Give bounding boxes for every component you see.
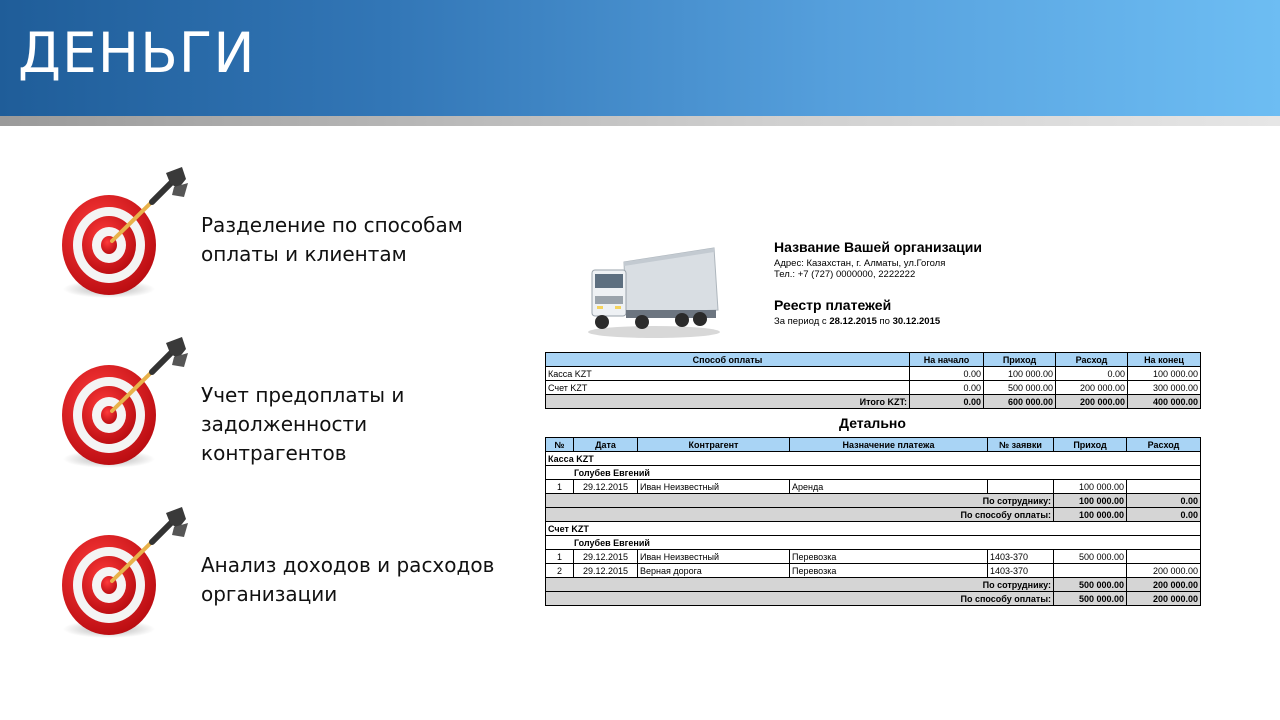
table-row: 1 29.12.2015 Иван Неизвестный Перевозка 1403-370 500 000.00: [546, 550, 1201, 564]
bullet-2: [54, 335, 514, 475]
org-address: Адрес: Казахстан, г. Алматы, ул.Гоголя: [774, 258, 946, 269]
column-header: Дата: [574, 438, 638, 452]
column-header: Расход: [1127, 438, 1201, 452]
truck-image: [582, 240, 723, 344]
bullet-text: Разделение по способам оплаты и клиентам: [201, 213, 463, 266]
subtotal-row: По способу оплаты: 100 000.00 0.00: [546, 508, 1201, 522]
report-title: Реестр платежей: [774, 297, 892, 313]
payment-report: [545, 238, 1205, 608]
group-row: Касса KZT: [546, 452, 1201, 466]
report-period: За период с 28.12.2015 по 30.12.2015: [774, 316, 941, 327]
subtotal-row: По сотруднику: 100 000.00 0.00: [546, 494, 1201, 508]
column-header: Способ оплаты: [546, 353, 910, 367]
column-header: Контрагент: [638, 438, 790, 452]
org-phone: Тел.: +7 (727) 0000000, 2222222: [774, 269, 916, 280]
column-header: Приход: [1054, 438, 1127, 452]
title-banner-shadow: [0, 116, 1280, 126]
summary-table: [545, 352, 1201, 409]
employee-row: Голубев Евгений: [546, 466, 1201, 480]
org-name: Название Вашей организации: [774, 239, 982, 255]
details-table: [545, 437, 1201, 606]
bullet-3: [54, 505, 514, 645]
table-header-row: [546, 438, 1201, 452]
table-row: Счет KZT 0.00 500 000.00 200 000.00 300 000.00: [546, 381, 1201, 395]
bullet-text: Анализ доходов и расходов организации: [201, 553, 495, 606]
column-header: На начало: [910, 353, 984, 367]
table-row: Касса KZT 0.00 100 000.00 0.00 100 000.00: [546, 367, 1201, 381]
subtotal-row: По способу оплаты: 500 000.00 200 000.00: [546, 592, 1201, 606]
bullet-text: Учет предоплаты и задолженности контрагентов: [201, 383, 405, 465]
slide-title: ДЕНЬГИ: [18, 21, 256, 85]
column-header: Назначение платежа: [790, 438, 988, 452]
column-header: Расход: [1056, 353, 1128, 367]
subtotal-row: По сотруднику: 500 000.00 200 000.00: [546, 578, 1201, 592]
column-header: №: [546, 438, 574, 452]
table-header-row: [546, 353, 1201, 367]
target-icon: [54, 335, 194, 475]
total-row: Итого KZT: 0.00 600 000.00 200 000.00 400 000.00: [546, 395, 1201, 409]
target-icon: [54, 165, 194, 305]
details-title: Детально: [839, 415, 906, 431]
table-row: 1 29.12.2015 Иван Неизвестный Аренда 100 000.00: [546, 480, 1201, 494]
table-row: 2 29.12.2015 Верная дорога Перевозка 1403-370 200 000.00: [546, 564, 1201, 578]
target-icon: [54, 505, 194, 645]
column-header: № заявки: [988, 438, 1054, 452]
group-row: Счет KZT: [546, 522, 1201, 536]
column-header: На конец: [1128, 353, 1201, 367]
employee-row: Голубев Евгений: [546, 536, 1201, 550]
bullet-1: [54, 165, 514, 305]
column-header: Приход: [984, 353, 1056, 367]
